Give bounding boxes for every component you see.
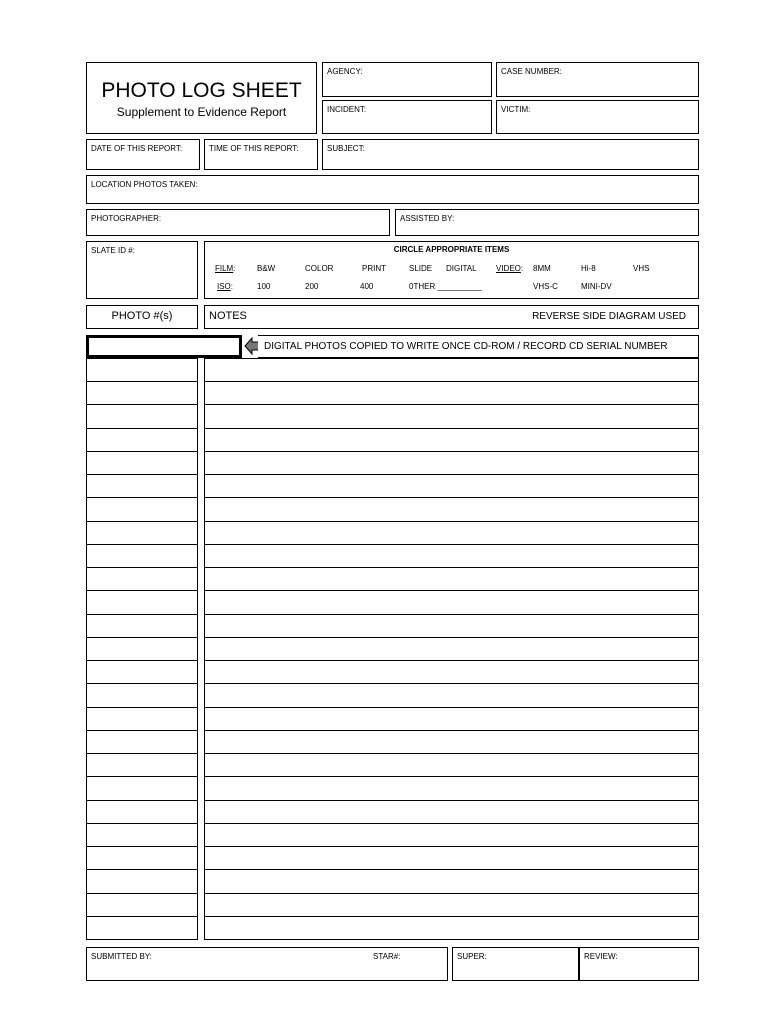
- photo-number-cell[interactable]: [86, 567, 198, 591]
- photo-number-cell[interactable]: [86, 428, 198, 452]
- video-label: VIDEO:: [496, 264, 524, 273]
- submitted-by-field[interactable]: [86, 947, 448, 981]
- photo-number-cell[interactable]: [86, 730, 198, 754]
- photo-number-cell[interactable]: [86, 869, 198, 893]
- notes-cell[interactable]: [204, 869, 699, 893]
- subject-field[interactable]: [322, 139, 699, 170]
- page-title: PHOTO LOG SHEET: [101, 79, 302, 102]
- film-option-digital[interactable]: DIGITAL: [446, 264, 477, 273]
- location-label: LOCATION PHOTOS TAKEN:: [91, 180, 198, 189]
- notes-cell[interactable]: [204, 451, 699, 475]
- case-number-field[interactable]: [496, 62, 699, 97]
- iso-option-100[interactable]: 100: [257, 282, 271, 291]
- photo-number-cell[interactable]: [86, 776, 198, 800]
- other-option[interactable]: 0THER __________: [409, 282, 482, 291]
- review-field[interactable]: [579, 947, 699, 981]
- digital-note: DIGITAL PHOTOS COPIED TO WRITE ONCE CD-ROM / RECORD CD SERIAL NUMBER: [264, 341, 668, 352]
- media-options: [204, 241, 699, 299]
- photo-number-cell[interactable]: [86, 404, 198, 428]
- notes-cell[interactable]: [204, 567, 699, 591]
- photo-number-cell[interactable]: [86, 753, 198, 777]
- notes-cell[interactable]: [204, 660, 699, 684]
- photo-number-cell[interactable]: [86, 521, 198, 545]
- film-option-slide[interactable]: SLIDE: [409, 264, 433, 273]
- photo-number-cell[interactable]: [86, 683, 198, 707]
- slate-id-field[interactable]: [86, 241, 198, 299]
- video-option-vhsc[interactable]: VHS-C: [533, 282, 558, 291]
- photo-number-cell[interactable]: [86, 614, 198, 638]
- notes-cell[interactable]: [204, 474, 699, 498]
- notes-cell[interactable]: [204, 404, 699, 428]
- slate-id-label: SLATE ID #:: [91, 246, 135, 255]
- date-label: DATE OF THIS REPORT:: [91, 144, 183, 153]
- notes-cell[interactable]: [204, 800, 699, 824]
- submitted-by-label: SUBMITTED BY:: [91, 952, 152, 961]
- digital-note-box: [258, 335, 699, 358]
- media-heading: CIRCLE APPROPRIATE ITEMS: [393, 245, 510, 254]
- notes-cell[interactable]: [204, 637, 699, 661]
- video-option-minidv[interactable]: MINI-DV: [581, 282, 612, 291]
- review-label: REVIEW:: [584, 952, 618, 961]
- notes-cell[interactable]: [204, 381, 699, 405]
- photo-number-cell[interactable]: [86, 474, 198, 498]
- notes-cell[interactable]: [204, 358, 699, 382]
- video-option-8mm[interactable]: 8MM: [533, 264, 551, 273]
- cd-serial-input[interactable]: [86, 335, 242, 358]
- star-label: STAR#:: [373, 952, 401, 961]
- photo-number-cell[interactable]: [86, 707, 198, 731]
- notes-cell[interactable]: [204, 497, 699, 521]
- notes-cell[interactable]: [204, 753, 699, 777]
- time-label: TIME OF THIS REPORT:: [209, 144, 299, 153]
- film-label: FILM:: [215, 264, 236, 273]
- notes-cell[interactable]: [204, 521, 699, 545]
- notes-cell[interactable]: [204, 916, 699, 940]
- notes-cell[interactable]: [204, 730, 699, 754]
- photo-number-cell[interactable]: [86, 451, 198, 475]
- notes-cell[interactable]: [204, 707, 699, 731]
- photo-number-cell[interactable]: [86, 358, 198, 382]
- date-field[interactable]: [86, 139, 200, 170]
- notes-cell[interactable]: [204, 590, 699, 614]
- assisted-field[interactable]: [395, 209, 699, 236]
- notes-header: [204, 305, 699, 329]
- film-option-bw[interactable]: B&W: [257, 264, 276, 273]
- title-block: [86, 62, 317, 134]
- notes-cell[interactable]: [204, 776, 699, 800]
- photographer-label: PHOTOGRAPHER:: [91, 214, 162, 223]
- super-field[interactable]: [452, 947, 579, 981]
- notes-label: NOTES: [209, 310, 247, 322]
- notes-cell[interactable]: [204, 823, 699, 847]
- super-label: SUPER:: [457, 952, 487, 961]
- incident-label: INCIDENT:: [327, 105, 367, 114]
- photo-number-cell[interactable]: [86, 590, 198, 614]
- subject-label: SUBJECT:: [327, 144, 365, 153]
- photo-number-cell[interactable]: [86, 893, 198, 917]
- photo-number-cell[interactable]: [86, 381, 198, 405]
- photo-number-cell[interactable]: [86, 916, 198, 940]
- victim-label: VICTIM:: [501, 105, 531, 114]
- iso-label: ISO:: [217, 282, 234, 291]
- notes-cell[interactable]: [204, 614, 699, 638]
- photo-number-cell[interactable]: [86, 800, 198, 824]
- photo-number-header: PHOTO #(s): [86, 305, 198, 329]
- photo-number-cell[interactable]: [86, 544, 198, 568]
- victim-field[interactable]: [496, 100, 699, 134]
- photo-number-cell[interactable]: [86, 660, 198, 684]
- film-option-color[interactable]: COLOR: [305, 264, 334, 273]
- photo-number-cell[interactable]: [86, 637, 198, 661]
- photo-number-cell[interactable]: [86, 846, 198, 870]
- agency-field[interactable]: [322, 62, 492, 97]
- notes-cell[interactable]: [204, 846, 699, 870]
- photo-number-cell[interactable]: [86, 823, 198, 847]
- page-subtitle: Supplement to Evidence Report: [116, 105, 287, 119]
- agency-label: AGENCY:: [327, 67, 363, 76]
- assisted-label: ASSISTED BY:: [400, 214, 455, 223]
- notes-cell[interactable]: [204, 544, 699, 568]
- iso-option-200[interactable]: 200: [305, 282, 319, 291]
- notes-cell[interactable]: [204, 428, 699, 452]
- time-field[interactable]: [204, 139, 318, 170]
- iso-option-400[interactable]: 400: [360, 282, 374, 291]
- video-option-hi8[interactable]: Hi-8: [581, 264, 596, 273]
- photographer-field[interactable]: [86, 209, 390, 236]
- location-field[interactable]: [86, 175, 699, 204]
- case-number-label: CASE NUMBER:: [501, 67, 562, 76]
- incident-field[interactable]: [322, 100, 492, 134]
- notes-cell[interactable]: [204, 683, 699, 707]
- notes-cell[interactable]: [204, 893, 699, 917]
- photo-number-cell[interactable]: [86, 497, 198, 521]
- video-option-vhs[interactable]: VHS: [633, 264, 650, 273]
- reverse-side-label[interactable]: REVERSE SIDE DIAGRAM USED: [532, 311, 686, 322]
- film-option-print[interactable]: PRINT: [362, 264, 386, 273]
